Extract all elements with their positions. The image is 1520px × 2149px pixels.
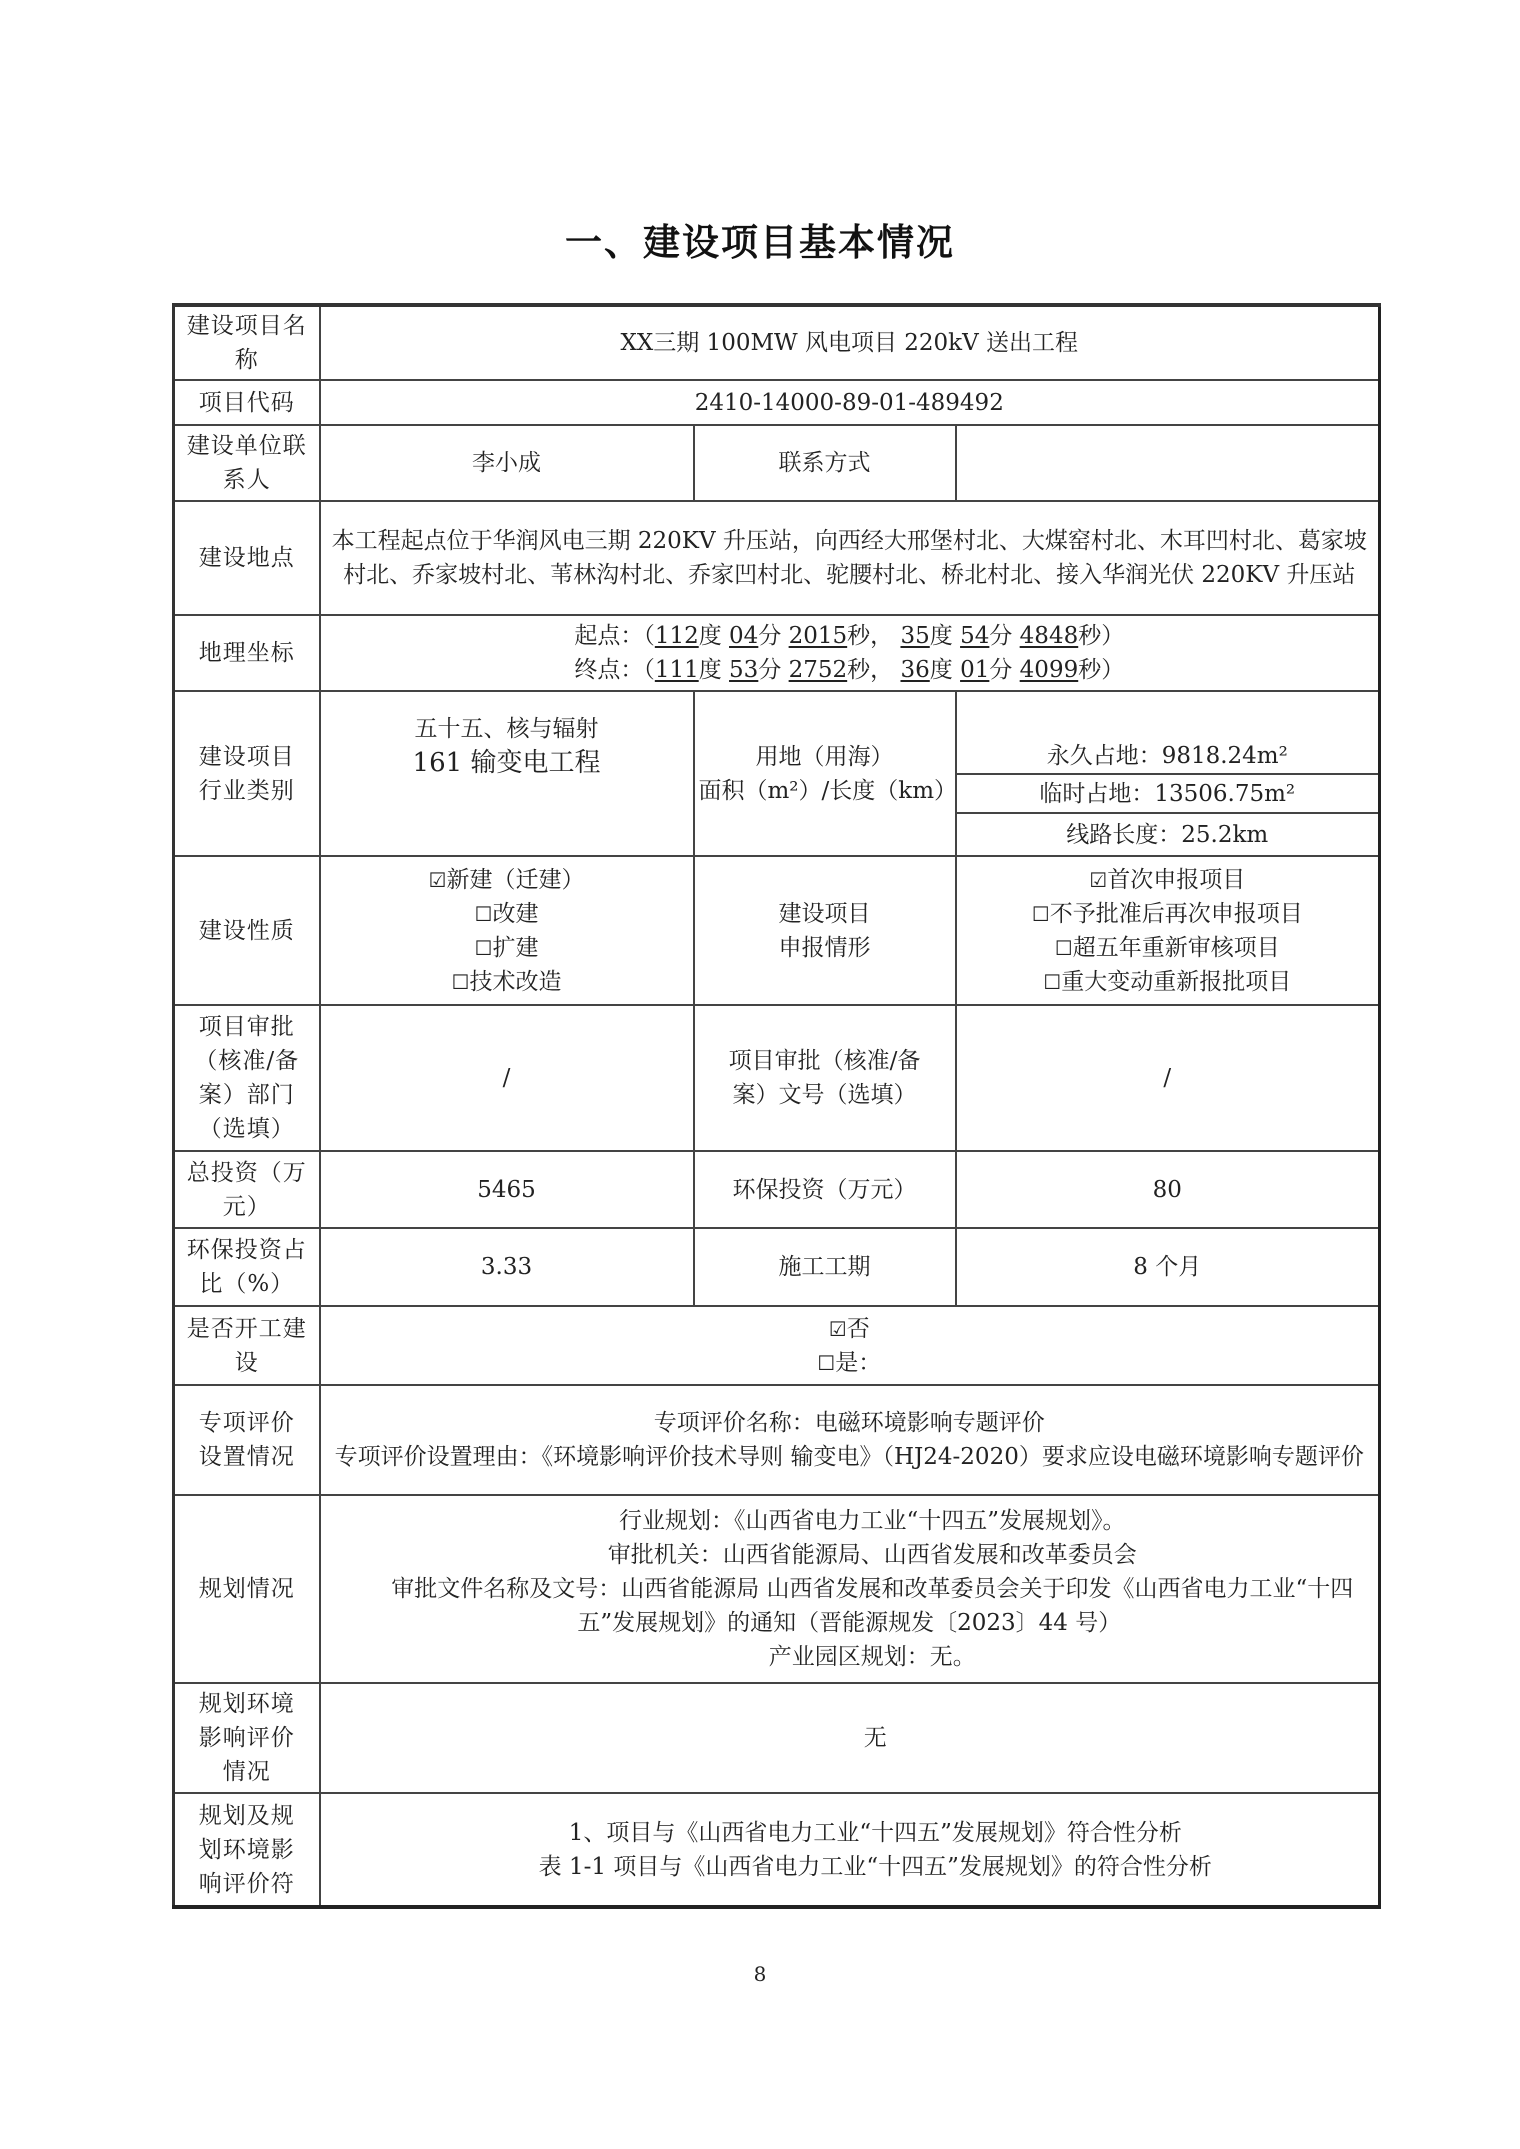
close-paren: ）	[1101, 623, 1125, 649]
contact-method-value	[956, 425, 1380, 501]
nature-option-rebuild[interactable]	[325, 897, 689, 931]
category-value	[320, 691, 694, 856]
category-line1: 五十五、核与辐射	[414, 716, 599, 742]
unit-min: 分	[758, 623, 782, 649]
approval-dept-value: /	[320, 1005, 694, 1151]
option-text: 否	[846, 1315, 870, 1342]
start-point	[325, 619, 1375, 653]
conformity-value	[320, 1793, 1380, 1907]
checkbox-unchecked-icon[interactable]: ☐	[817, 1350, 836, 1375]
declare-label-line2: 申报情形	[778, 934, 871, 961]
location-value: 本工程起点位于华润风电三期 220KV 升压站，向西经大邢堡村北、大煤窑村北、木耳凹村北、葛家坡村北、乔家坡村北、苇林沟村北、乔家凹村北、驼腰村北、桥北村北、接入华润光伏 220KV 升压站	[320, 501, 1380, 615]
row-coordinates	[174, 615, 1380, 691]
option-text: 重大变动重新报批项目	[1061, 968, 1292, 995]
period-value: 8 个月	[956, 1228, 1380, 1306]
end-lon-min: 53	[729, 657, 759, 683]
contact-method-label: 联系方式	[694, 425, 956, 501]
conformity-label-text: 规划及规划环境影响评价符	[198, 1802, 295, 1897]
started-option-no[interactable]	[325, 1312, 1375, 1346]
end-lat-min: 01	[960, 657, 990, 683]
unit-deg: 度	[929, 623, 953, 649]
category-label	[174, 691, 320, 856]
permanent-land: 永久占地：9818.24m²	[956, 691, 1380, 774]
unit-min: 分	[989, 657, 1013, 683]
planning-env-label-text: 规划环境影响评价情况	[198, 1691, 295, 1785]
approval-doc-label-text: 项目审批（核准/备案）文号（选填）	[728, 1048, 921, 1108]
nature-option-new[interactable]	[325, 863, 689, 897]
declare-label	[694, 856, 956, 1005]
option-text: 超五年重新审核项目	[1072, 934, 1280, 961]
option-text: 技术改造	[469, 968, 562, 995]
started-options	[320, 1306, 1380, 1385]
sep: ，	[870, 657, 894, 683]
coordinates-label: 地理坐标	[174, 615, 320, 691]
env-ratio-label: 环保投资占比（%）	[174, 1228, 320, 1306]
row-approval	[174, 1005, 1380, 1151]
conformity-line2: 表 1-1 项目与《山西省电力工业“十四五”发展规划》的符合性分析	[538, 1853, 1212, 1880]
conformity-line1: 1、项目与《山西省电力工业“十四五”发展规划》符合性分析	[568, 1819, 1182, 1846]
total-investment-label: 总投资（万元）	[174, 1151, 320, 1228]
checkbox-unchecked-icon[interactable]: ☐	[1043, 969, 1062, 994]
start-lon-sec: 2015	[788, 623, 848, 649]
declare-options	[956, 856, 1380, 1005]
row-project-code	[174, 380, 1380, 425]
declare-option-first[interactable]	[961, 863, 1375, 897]
started-label: 是否开工建设	[174, 1306, 320, 1385]
start-lat-deg: 35	[900, 623, 930, 649]
unit-deg: 度	[698, 657, 722, 683]
checkbox-checked-icon[interactable]: ☑	[828, 1316, 847, 1341]
env-investment-value: 80	[956, 1151, 1380, 1228]
row-conformity	[174, 1793, 1380, 1907]
project-code-value: 2410-14000-89-01-489492	[320, 380, 1380, 425]
declare-option-five-year[interactable]	[961, 931, 1375, 965]
special-eval-label-text: 专项评价设置情况	[198, 1410, 295, 1470]
option-text: 是：	[835, 1349, 882, 1376]
end-lat-sec: 4099	[1019, 657, 1079, 683]
approval-doc-value: /	[956, 1005, 1380, 1151]
row-location	[174, 501, 1380, 615]
approval-doc-label	[694, 1005, 956, 1151]
planning-industry: 行业规划：《山西省电力工业“十四五”发展规划》。	[619, 1508, 1126, 1534]
option-text: 首次申报项目	[1107, 866, 1246, 893]
project-info-table	[172, 303, 1381, 1909]
unit-sec: 秒	[847, 623, 871, 649]
project-name-label: 建设项目名称	[174, 305, 320, 380]
end-point	[325, 653, 1375, 687]
row-planning	[174, 1495, 1380, 1683]
row-ratio	[174, 1228, 1380, 1306]
nature-label: 建设性质	[174, 856, 320, 1005]
declare-option-major-change[interactable]	[961, 965, 1375, 999]
end-lat-deg: 36	[900, 657, 930, 683]
start-lat-sec: 4848	[1019, 623, 1079, 649]
planning-env-label	[174, 1683, 320, 1793]
category-line2: 161 输变电工程	[412, 748, 601, 778]
close-paren: ）	[1101, 657, 1125, 683]
planning-env-value: 无	[320, 1683, 1380, 1793]
planning-value	[320, 1495, 1380, 1683]
conformity-label	[174, 1793, 320, 1907]
project-name-value: XX三期 100MW 风电项目 220kV 送出工程	[320, 305, 1380, 380]
option-text: 改建	[492, 900, 539, 927]
checkbox-unchecked-icon[interactable]: ☐	[1054, 935, 1073, 960]
unit-sec: 秒	[847, 657, 871, 683]
unit-min: 分	[758, 657, 782, 683]
start-prefix: 起点：（	[574, 623, 655, 649]
end-prefix: 终点：（	[574, 657, 655, 683]
coordinates-value	[320, 615, 1380, 691]
started-option-yes[interactable]	[325, 1346, 1375, 1380]
end-lon-deg: 111	[654, 657, 699, 683]
row-nature	[174, 856, 1380, 1005]
env-ratio-value: 3.33	[320, 1228, 694, 1306]
declare-option-resubmit[interactable]	[961, 897, 1375, 931]
approval-dept-label: 项目审批（核准/备案）部门（选填）	[174, 1005, 320, 1151]
option-text: 新建（迁建）	[446, 866, 585, 893]
unit-sec: 秒	[1078, 657, 1102, 683]
unit-deg: 度	[698, 623, 722, 649]
planning-document: 审批文件名称及文号：山西省能源局 山西省发展和改革委员会关于印发《山西省电力工业“十四五”发展规划》的通知（晋能源规发〔2023〕44 号）	[391, 1576, 1354, 1636]
unit-deg: 度	[929, 657, 953, 683]
checkbox-checked-icon[interactable]: ☑	[1089, 867, 1108, 892]
sep: ，	[870, 623, 894, 649]
area-label	[694, 691, 956, 856]
special-eval-name: 专项评价名称：电磁环境影响专题评价	[653, 1410, 1045, 1436]
row-category	[174, 691, 1380, 774]
option-text: 不予批准后再次申报项目	[1049, 900, 1303, 927]
area-label-line1: 用地（用海）	[755, 743, 894, 770]
checkbox-unchecked-icon[interactable]: ☐	[451, 969, 470, 994]
planning-park: 产业园区规划：无。	[768, 1644, 976, 1670]
planning-label: 规划情况	[174, 1495, 320, 1683]
contact-person: 李小成	[320, 425, 694, 501]
contact-label: 建设单位联系人	[174, 425, 320, 501]
location-label: 建设地点	[174, 501, 320, 615]
unit-min: 分	[989, 623, 1013, 649]
line-length: 线路长度：25.2km	[956, 813, 1380, 856]
row-investment	[174, 1151, 1380, 1228]
env-investment-label: 环保投资（万元）	[694, 1151, 956, 1228]
temporary-land: 临时占地：13506.75m²	[956, 774, 1380, 813]
row-special-eval	[174, 1385, 1380, 1495]
category-label-text: 建设项目行业类别	[198, 743, 295, 804]
row-project-name	[174, 305, 1380, 380]
page-number: 8	[753, 1962, 767, 1986]
period-label: 施工工期	[694, 1228, 956, 1306]
unit-sec: 秒	[1078, 623, 1102, 649]
start-lon-min: 04	[729, 623, 759, 649]
declare-label-line1: 建设项目	[778, 900, 871, 927]
nature-option-expand[interactable]	[325, 931, 689, 965]
special-eval-label	[174, 1385, 320, 1495]
total-investment-value: 5465	[320, 1151, 694, 1228]
row-planning-env	[174, 1683, 1380, 1793]
start-lat-min: 54	[960, 623, 990, 649]
special-eval-reason: 专项评价设置理由：《环境影响评价技术导则 输变电》（HJ24-2020）要求应设电磁环境影响专题评价	[334, 1444, 1364, 1470]
start-lon-deg: 112	[654, 623, 699, 649]
end-lon-sec: 2752	[788, 657, 848, 683]
nature-options	[320, 856, 694, 1005]
page-title: 一、建设项目基本情况	[565, 221, 955, 264]
option-text: 扩建	[492, 934, 539, 961]
checkbox-unchecked-icon[interactable]: ☐	[474, 935, 493, 960]
project-code-label: 项目代码	[174, 380, 320, 425]
area-label-line2: 面积（m²）/长度（km）	[698, 777, 958, 804]
checkbox-unchecked-icon[interactable]: ☐	[474, 901, 493, 926]
checkbox-unchecked-icon[interactable]: ☐	[1031, 901, 1050, 926]
row-contact	[174, 425, 1380, 501]
row-started	[174, 1306, 1380, 1385]
checkbox-checked-icon[interactable]: ☑	[428, 867, 447, 892]
special-eval-value	[320, 1385, 1380, 1495]
nature-option-tech[interactable]	[325, 965, 689, 999]
planning-authority: 审批机关：山西省能源局、山西省发展和改革委员会	[607, 1542, 1137, 1568]
